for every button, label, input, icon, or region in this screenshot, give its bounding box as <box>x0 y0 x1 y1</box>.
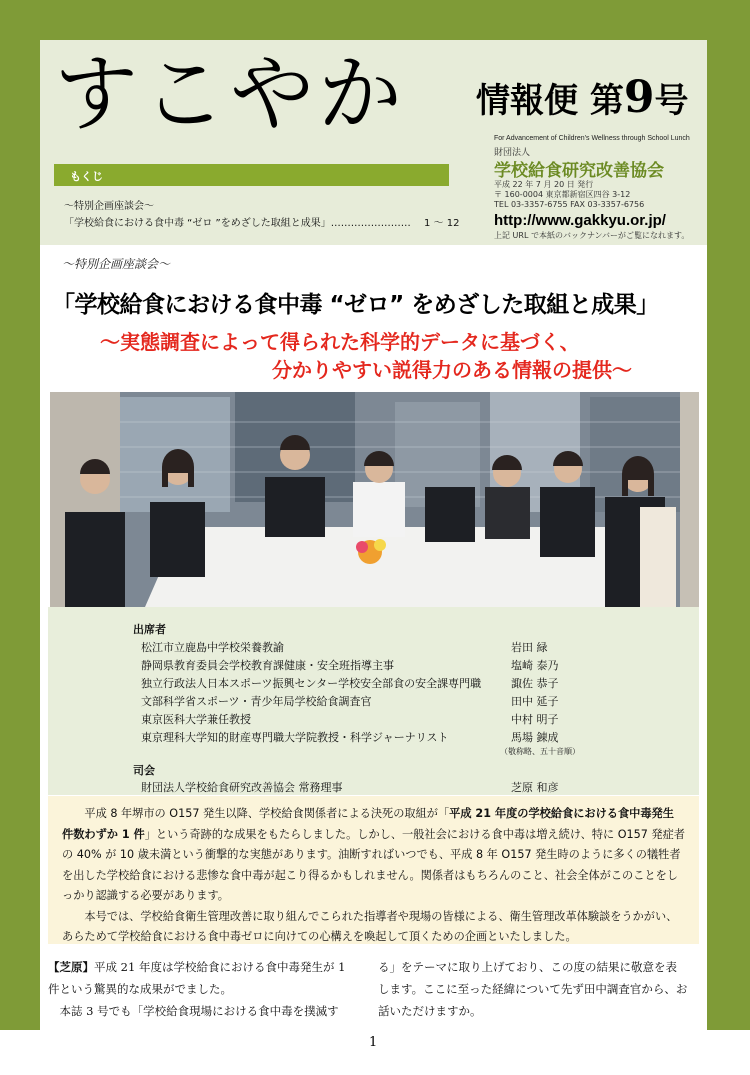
attendee-row <box>141 675 661 690</box>
speaker-label: 【芝原】 <box>48 960 94 974</box>
tagline: For Advancement of Children's Wellness through School Lunch <box>494 135 690 142</box>
pub-date: 平成 22 年 7 月 20 日 発行 <box>494 180 594 189</box>
attendee-row <box>141 639 661 654</box>
attendee-role: 松江市立鹿島中学校栄養教諭 <box>141 641 284 654</box>
photo-illustration <box>50 392 699 607</box>
moderator-heading: 司会 <box>133 764 155 777</box>
body-column-left <box>48 956 358 1022</box>
body-paragraph: 本誌 3 号でも「学校給食現場における食中毒を撲滅す <box>59 1004 339 1018</box>
attendee-name: 田中 延子 <box>511 695 559 708</box>
article-subtitle-1: 〜実態調査によって得られた科学的データに基づく、 <box>100 330 580 354</box>
intro-text: 」という奇跡的な成果をもたらしました。しかし、一般社会における食中毒は増え続け、特に O157 発症者の 40% が 10 歳未満という衝撃的な実態があります。油断すればいつでも、平成 8 年 O157 発生時のように多くの犠牲者を出した学校給食における悲惨な食中毒が起こり得るかもしれません。関係者はもちろんのこと、社会全体がこのことをしっかり認識する必要があります。 <box>62 827 685 902</box>
pub-phone: TEL 03-3357-6755 FAX 03-3357-6756 <box>494 200 645 209</box>
masthead <box>40 40 707 245</box>
intro-box <box>48 796 699 944</box>
body-paragraph <box>48 956 358 1000</box>
attendee-list <box>48 607 699 795</box>
attendee-name: 岩田 緑 <box>511 641 548 654</box>
attendee-role: 東京理科大学知的財産専門職大学院教授・科学ジャーナリスト <box>141 731 449 744</box>
attendee-name: 塩崎 泰乃 <box>511 659 559 672</box>
url-note: 上記 URL で本紙のバックナンバーがご覧になれます。 <box>494 231 690 240</box>
moderator-role: 財団法人学校給食研究改善協会 常務理事 <box>141 781 343 794</box>
issue-label <box>476 72 688 123</box>
pub-address: 〒 160-0004 東京都新宿区四谷 3-12 <box>494 190 631 199</box>
website-link[interactable]: http://www.gakkyu.or.jp/ <box>494 212 666 229</box>
publication-info <box>494 180 644 210</box>
toc-entry-pages: 1 〜 12 <box>424 218 460 229</box>
attendee-note: （敬称略、五十音順） <box>500 747 580 756</box>
attendee-role: 独立行政法人日本スポーツ振興センター学校安全部食の安全課専門職 <box>141 677 482 690</box>
article-subtitle-2: 分かりやすい説得力のある情報の提供〜 <box>272 358 632 382</box>
attendee-name: 中村 明子 <box>511 713 559 726</box>
intro-text: 平成 8 年堺市の O157 発生以降、学校給食関係者による決死の取組が「 <box>84 807 450 820</box>
issue-prefix: 情報便 第 <box>476 81 624 121</box>
moderator-name: 芝原 和彦 <box>511 781 559 794</box>
org-type: 財団法人 <box>494 148 531 158</box>
intro-highlight: 平成 21 年度の学校給食における食中毒発生件数わずか 1 件 <box>62 807 674 841</box>
issue-number: 9 <box>623 72 655 123</box>
roundtable-photo <box>50 392 699 607</box>
attendee-name: 諏佐 恭子 <box>511 677 559 690</box>
attendee-role: 文部科学省スポーツ・青少年局学校給食調査官 <box>141 695 372 708</box>
attendee-row <box>141 711 661 726</box>
article-title: 「学校給食における食中毒 “ゼロ” をめざした取組と成果」 <box>52 292 659 318</box>
intro-paragraph-1 <box>62 804 685 907</box>
page-number: 1 <box>369 1035 378 1050</box>
attendee-row <box>141 657 661 672</box>
page-content <box>40 40 707 1030</box>
body-text: 平成 21 年度は学校給食における食中毒発生が 1 件という驚異的な成果がでました。 <box>48 960 346 996</box>
intro-paragraph-2: 本号では、学校給食衛生管理改善に取り組んでこられた指導者や現場の皆様による、衛生管理改革体験談をうかがい、あらためて学校給食における食中毒ゼロに向けての心構えを喚起して頂くための企画といたしました。 <box>62 909 678 943</box>
toc-entry-title[interactable]: 「学校給食における食中毒 “ゼロ ”をめざした取組と成果」…………………… <box>64 218 411 229</box>
moderator-row <box>141 779 661 794</box>
toc-entry-label: 〜特別企画座談会〜 <box>64 201 154 212</box>
body-column-right: る」をテーマに取り上げており、この度の結果に敬意を表します。ここに至った経緯について先ず田中調査官から、お話いただけますか。 <box>378 960 688 1018</box>
special-label: 〜特別企画座談会〜 <box>62 257 171 271</box>
attendees-heading: 出席者 <box>133 623 166 636</box>
issue-suffix: 号 <box>654 81 689 121</box>
attendee-row <box>141 729 661 744</box>
toc-heading: もくじ <box>54 164 449 186</box>
attendee-name: 馬場 錬成 <box>511 731 559 744</box>
attendee-role: 静岡県教育委員会学校教育課健康・安全班指導主事 <box>141 659 394 672</box>
attendee-role: 東京医科大学兼任教授 <box>141 713 251 726</box>
attendee-row <box>141 693 661 708</box>
brand-title: すこやか <box>54 45 407 143</box>
org-name: 学校給食研究改善協会 <box>494 161 664 181</box>
